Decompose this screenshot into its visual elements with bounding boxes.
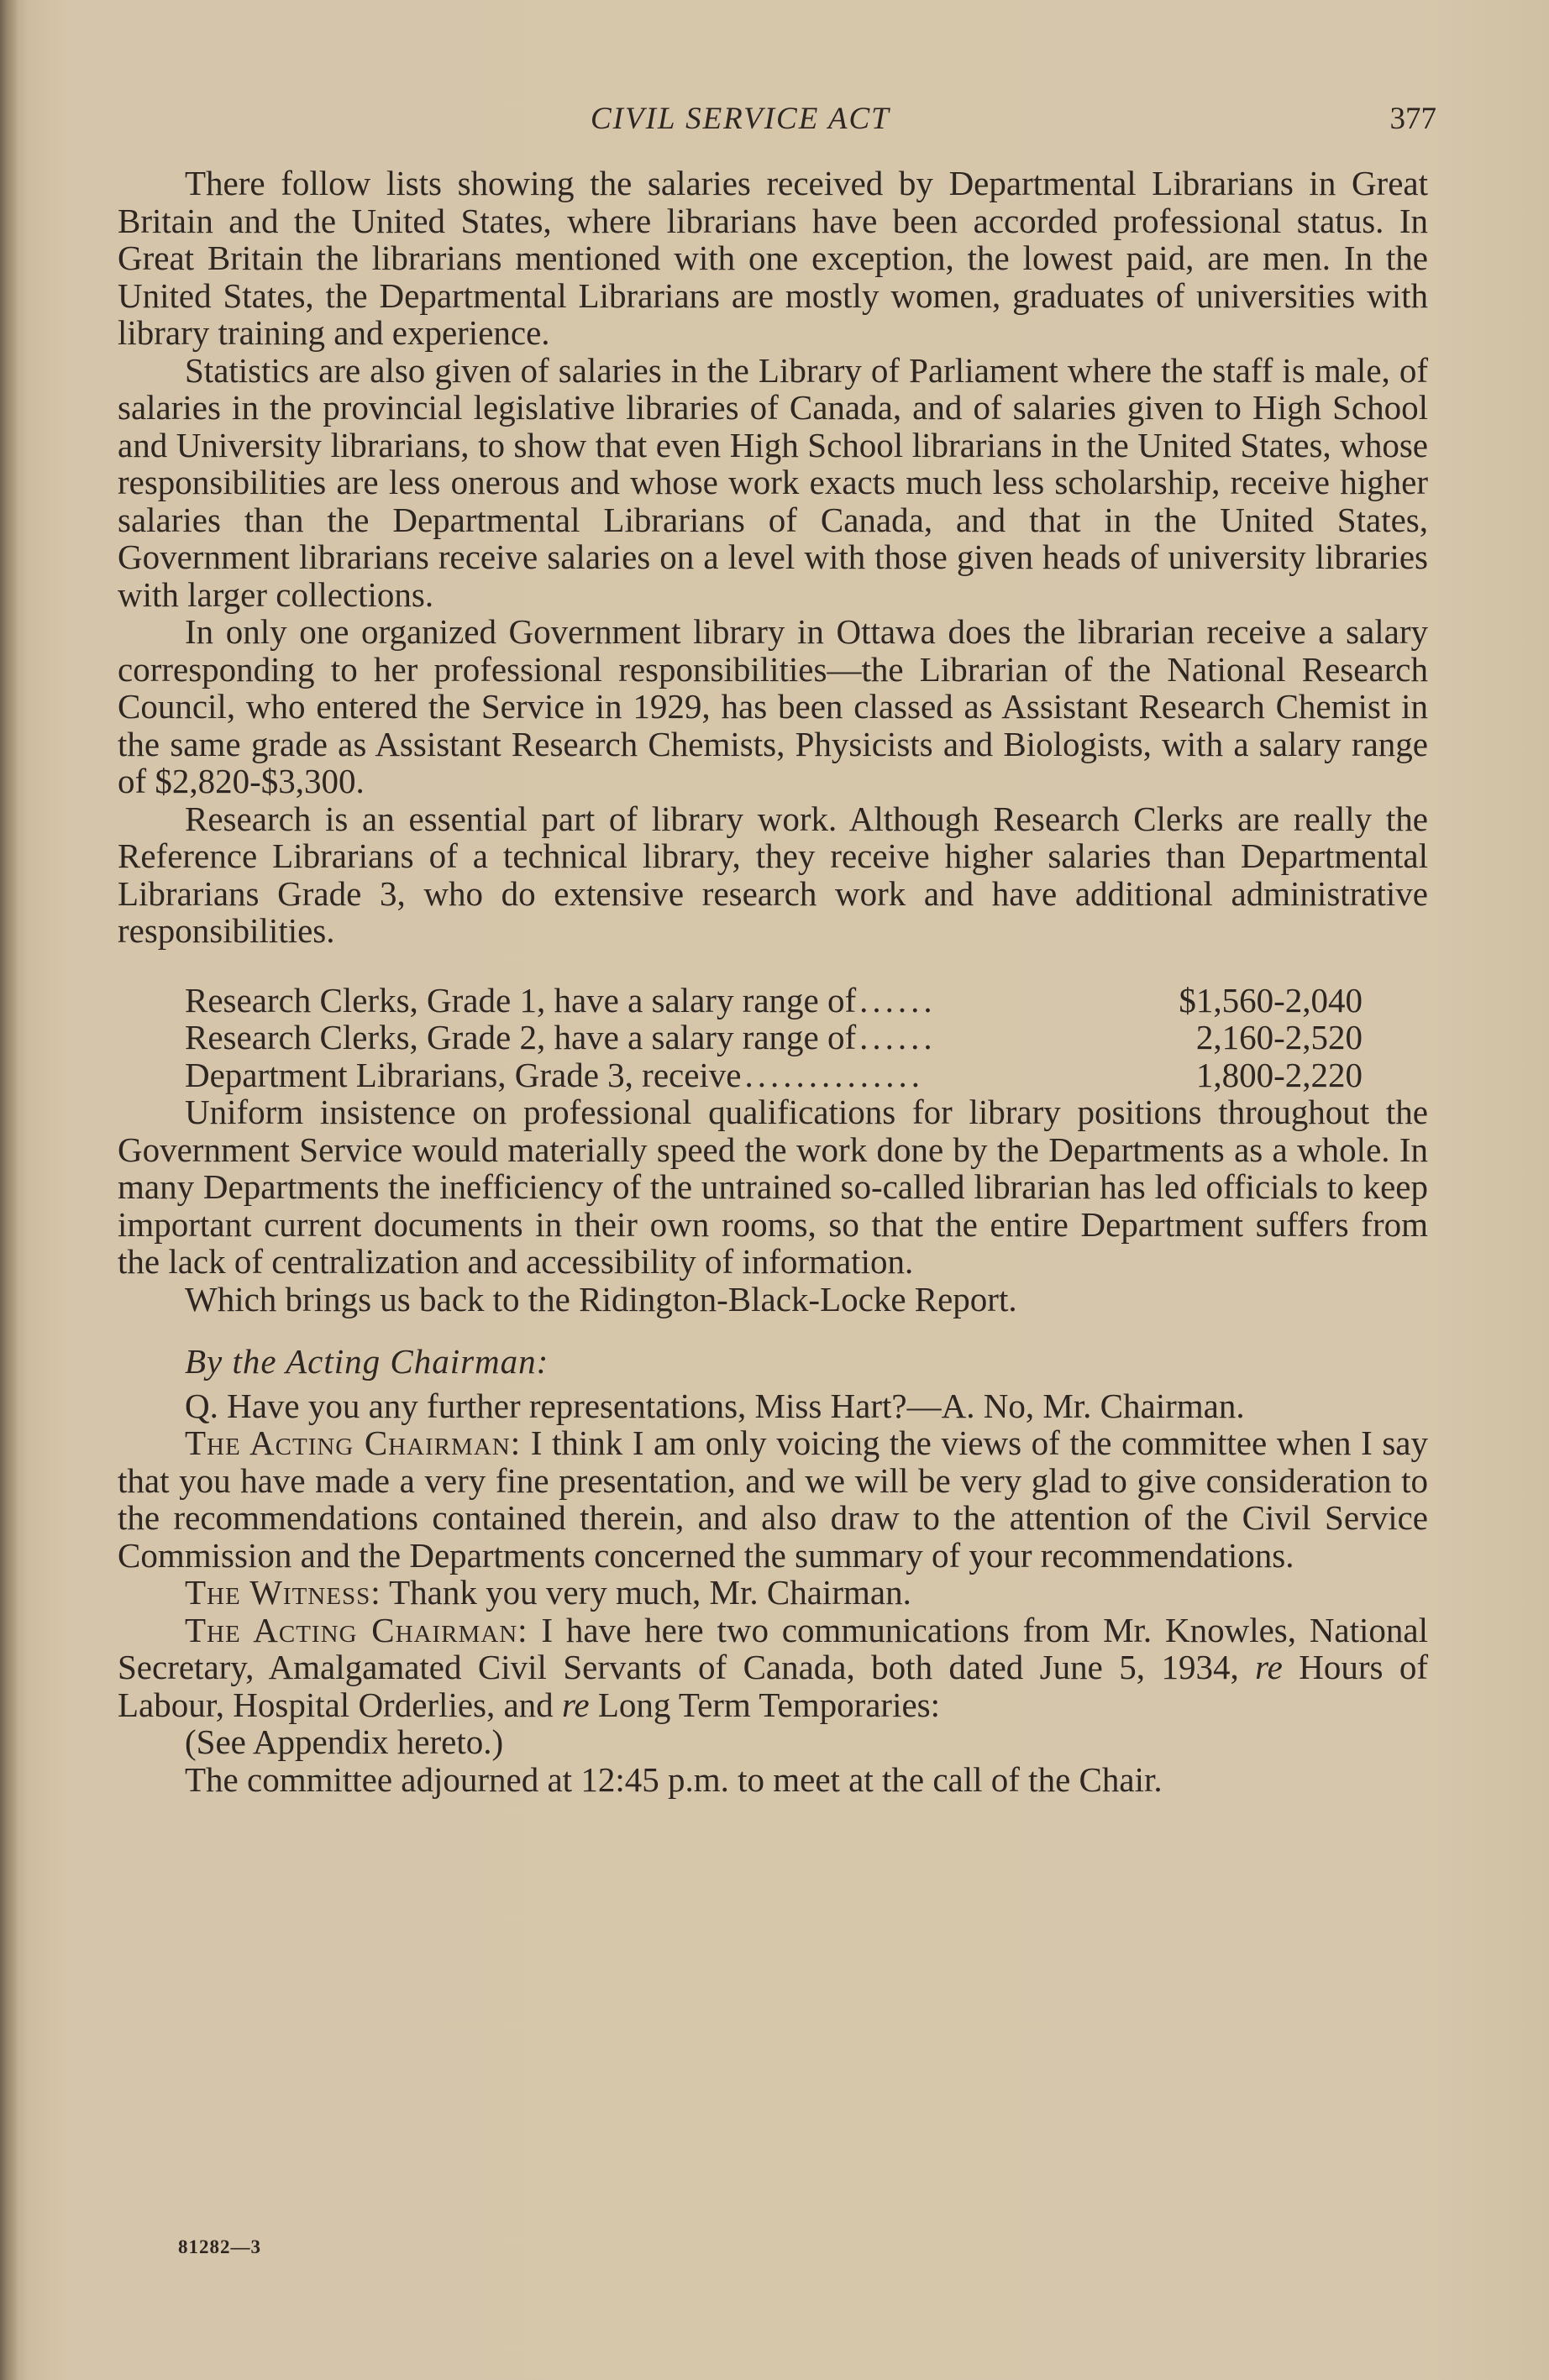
dot-leader: ..............	[744, 1056, 925, 1093]
dot-leader: ......	[859, 1019, 937, 1056]
speaker-label: The Acting Chairman:	[185, 1423, 522, 1462]
salary-label: Department Librarians, Grade 3, receive	[185, 1055, 742, 1094]
salary-value: 2,160-2,520	[1195, 1018, 1363, 1056]
page-number: 377	[1389, 102, 1436, 136]
salary-value: 1,800-2,220	[1195, 1055, 1363, 1094]
speaker-heading: By the Acting Chairman:	[185, 1342, 549, 1381]
acting-chairman-remarks	[118, 1424, 1428, 1574]
speaker-label: The Acting Chairman:	[185, 1610, 528, 1649]
question-answer: Q. Have you any further representations, Miss Hart?—A. No, Mr. Chairman.	[185, 1386, 1245, 1425]
salary-row-department-librarians-grade-3	[185, 1056, 1363, 1094]
running-title: CIVIL SERVICE ACT	[591, 102, 890, 136]
binding-shadow	[0, 0, 18, 2380]
witness-remarks	[118, 1574, 1428, 1612]
paragraph-salary-lists: There follow lists showing the salaries received by Departmental Librarians in Great Britain and the United States, where librarians have been accorded professional status. In Great Britain the librarians mentioned with one exception, the lowest paid, are men. In the United States, the Departmental Librarians are mostly women, graduates of universities with library training and experience.	[118, 164, 1428, 352]
paragraph-research: Research is an essential part of library work. Although Research Clerks are really the Reference Librarians of a technical library, they receive higher salaries than Departmental Librarians Grade 3, who do extensive research work and have additional administrative responsibilities.	[118, 799, 1428, 950]
re-word: re	[1255, 1648, 1283, 1686]
paragraph-ottawa-library: In only one organized Government library in Ottawa does the librarian receive a salary corresponding to her professional responsibilities—the Librarian of the National Research Council, who entered the Service in 1929, has been classed as Assistant Research Chemist in the same grade as Assistant Research Chemists, Physicists and Biologists, with a salary range of $2,820-$3,300.	[118, 612, 1428, 800]
salary-row-research-clerks-grade-1	[185, 982, 1363, 1020]
document-body	[118, 165, 1428, 1798]
footer-code: 81282—3	[178, 2236, 261, 2257]
speaker-label: The Witness:	[185, 1573, 381, 1612]
speech-text: Hours of Labour, Hospital Orderlies, and	[118, 1648, 1429, 1724]
salary-row-research-clerks-grade-2	[185, 1019, 1363, 1056]
speech-text: Thank you very much, Mr. Chairman.	[389, 1573, 911, 1612]
speech-text: Long Term Temporaries:	[597, 1685, 941, 1724]
speech-text: I think I am only voicing the views of the committee when I say that you have made a very fine presentation, and we will be very glad to give consideration to the recommendations contained therein, and also draw to the attention of the Civil Service Commission and the Departments concerned the summary of your recommendations.	[118, 1423, 1429, 1575]
paragraph-uniform-insistence: Uniform insistence on professional qualifications for library positions throughout the Government Service would materially speed the work done by the Departments as a whole. In many Departments the inefficiency of the untrained so-called librarian has led officials to keep important current documents in their own rooms, so that the entire Department suffers from the lack of centralization and accessibility of information.	[118, 1093, 1428, 1281]
adjournment-note: The committee adjourned at 12:45 p.m. to meet at the call of the Chair.	[185, 1759, 1163, 1799]
salary-label: Research Clerks, Grade 2, have a salary range of	[185, 1018, 857, 1056]
dot-leader: ......	[859, 981, 937, 1019]
acting-chairman-communications	[118, 1612, 1428, 1724]
paragraph-ridington-report: Which brings us back to the Ridington-Black-Locke Report.	[185, 1279, 1017, 1318]
re-word: re	[561, 1685, 590, 1724]
salary-list	[185, 982, 1363, 1094]
salary-value: $1,560-2,040	[1179, 980, 1363, 1020]
running-head	[118, 99, 1436, 139]
paragraph-statistics: Statistics are also given of salaries in the Library of Parliament where the staff is male, of salaries in the provincial legislative libraries of Canada, and of salaries given to High School and University librarians, to show that even High School librarians in the United States, whose responsibilities are less onerous and whose work exacts much less scholarship, receive higher salaries than the Departmental Librarians of Canada, and that in the United States, Government librarians receive salaries on a level with those given heads of university libraries with larger collections.	[118, 350, 1428, 614]
speech-text: I have here two communications from Mr. Knowles, National Secretary, Amalgamated Civil Servants of Canada, both dated June 5, 1934,	[118, 1610, 1429, 1686]
appendix-note: (See Appendix hereto.)	[185, 1722, 504, 1761]
salary-label: Research Clerks, Grade 1, have a salary range of	[185, 980, 857, 1020]
